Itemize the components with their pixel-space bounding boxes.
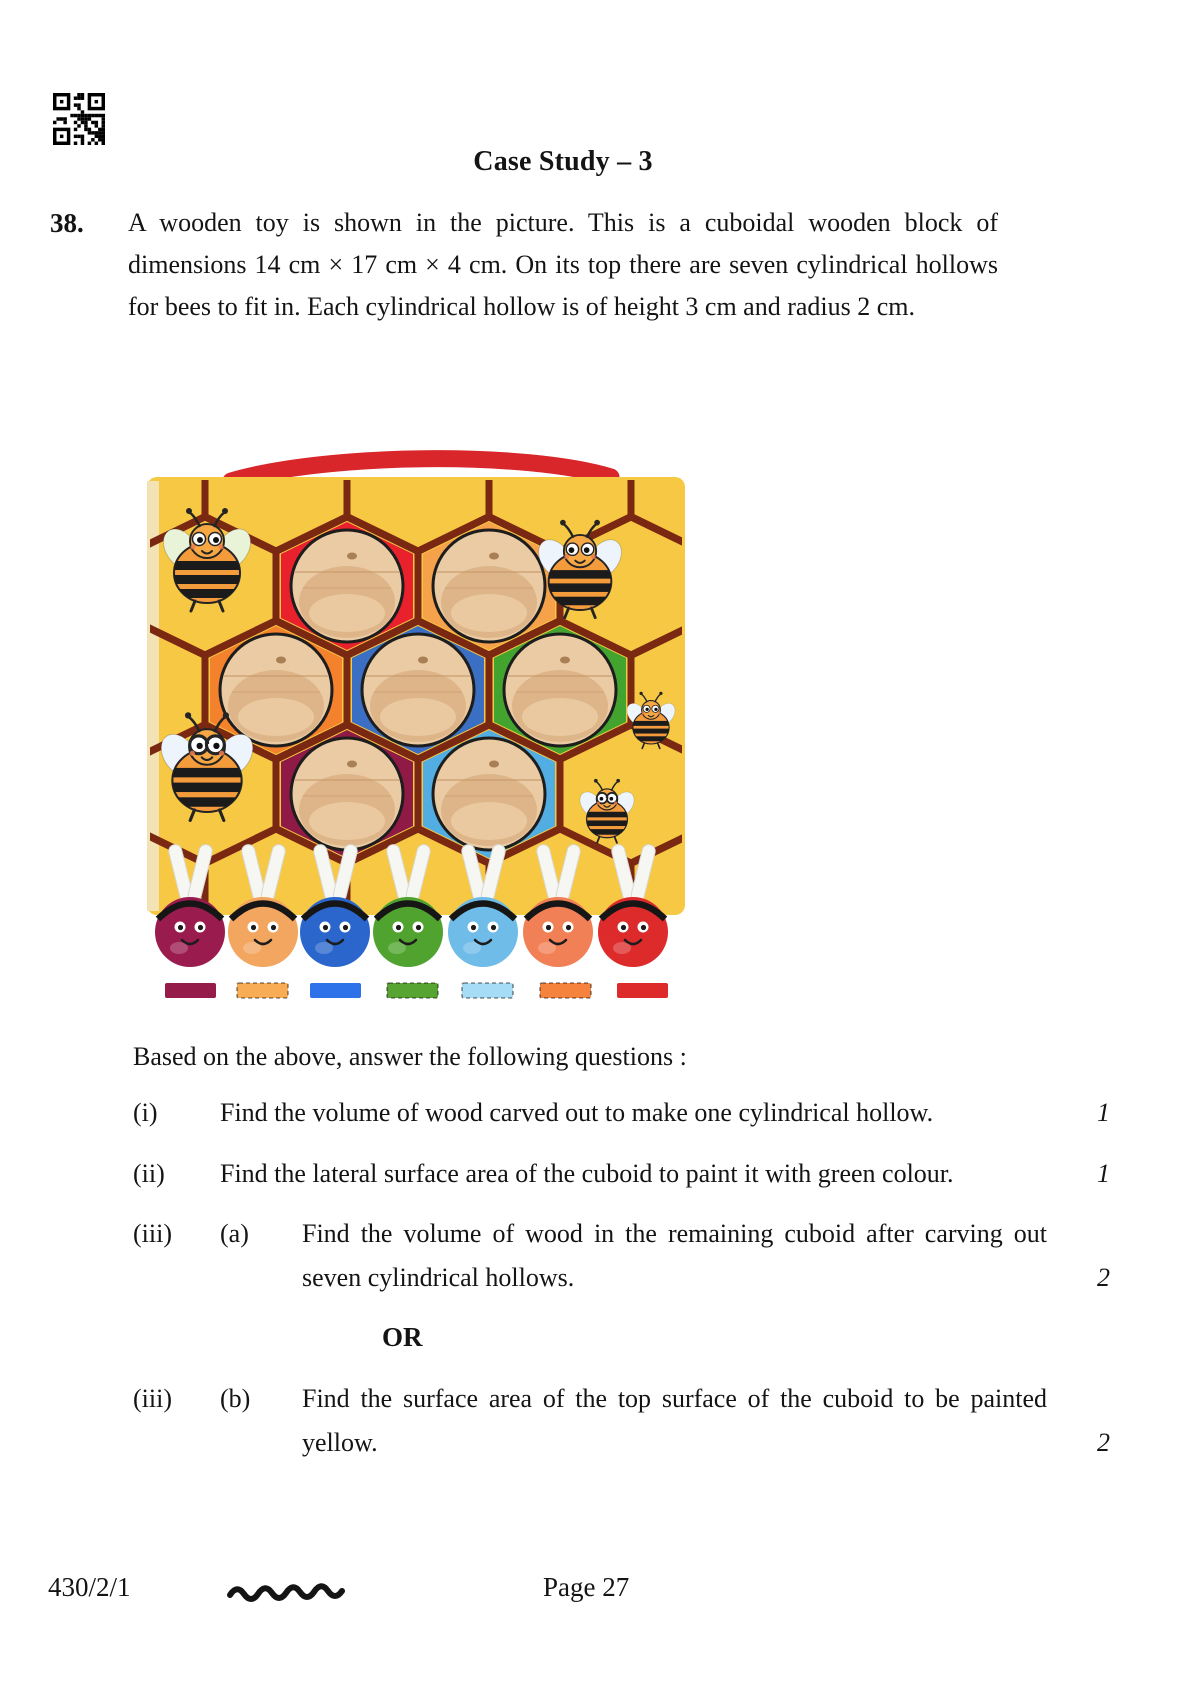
page-number: Page 27: [543, 1572, 630, 1602]
toy-photo: [126, 437, 701, 1005]
colour-swatch: [617, 983, 668, 998]
question-number: 38.: [50, 208, 84, 238]
cylindrical-hollow: [433, 530, 545, 642]
question-intro: Based on the above, answer the following questions :: [133, 1042, 687, 1071]
part-iii-a: [133, 1212, 1110, 1300]
colour-swatch: [387, 983, 438, 998]
or-divider: OR: [382, 1322, 423, 1352]
marks-value: 1: [1097, 1159, 1110, 1188]
cylindrical-hollow: [433, 738, 545, 850]
qr-code-icon: [53, 93, 105, 145]
colour-swatch: [237, 983, 288, 998]
question-text: A wooden toy is shown in the picture. This is a cuboidal wooden block of dimensions 14 cm × 17 cm × 4 cm. On its top there are seven cylindrical hollows for bees to fit in. Each cylindrical hollow is of height 3 cm and radius 2 cm.: [128, 208, 998, 321]
cylindrical-hollow: [291, 530, 403, 642]
part-sublabel: (b): [220, 1384, 251, 1413]
part-text: Find the surface area of the top surface of the cuboid to be painted yellow.: [302, 1384, 1047, 1457]
marks-value: 1: [1097, 1098, 1110, 1127]
marks-value: 2: [1097, 1428, 1110, 1457]
cylindrical-hollow: [220, 634, 332, 746]
squiggle-icon: [227, 1579, 345, 1610]
colour-swatch: [540, 983, 591, 998]
part-iii-b: [133, 1377, 1110, 1465]
colour-swatch: [165, 983, 216, 998]
marks-value: 2: [1097, 1263, 1110, 1292]
part-text: Find the volume of wood in the remaining cuboid after carving out seven cylindrical hollows.: [302, 1219, 1047, 1292]
cylindrical-hollow: [504, 634, 616, 746]
paper-code: 430/2/1: [48, 1572, 131, 1602]
question-38: [50, 202, 998, 328]
part-sublabel: (a): [220, 1219, 249, 1248]
cylindrical-hollow: [291, 738, 403, 850]
part-i: [133, 1091, 1110, 1135]
question-parts: [133, 1091, 1110, 1465]
page-footer: [0, 1572, 1190, 1612]
cylindrical-hollow: [362, 634, 474, 746]
part-label: (iii): [133, 1219, 172, 1248]
part-label: (ii): [133, 1159, 165, 1188]
page-title: Case Study – 3: [473, 146, 653, 177]
part-label: (iii): [133, 1384, 172, 1413]
colour-swatch: [310, 983, 361, 998]
toy-figure: [126, 437, 701, 1005]
colour-swatch: [462, 983, 513, 998]
part-text: Find the lateral surface area of the cuboid to paint it with green colour.: [220, 1159, 954, 1188]
part-text: Find the volume of wood carved out to make one cylindrical hollow.: [220, 1098, 934, 1127]
part-ii: [133, 1152, 1110, 1196]
part-label: (i): [133, 1098, 158, 1127]
